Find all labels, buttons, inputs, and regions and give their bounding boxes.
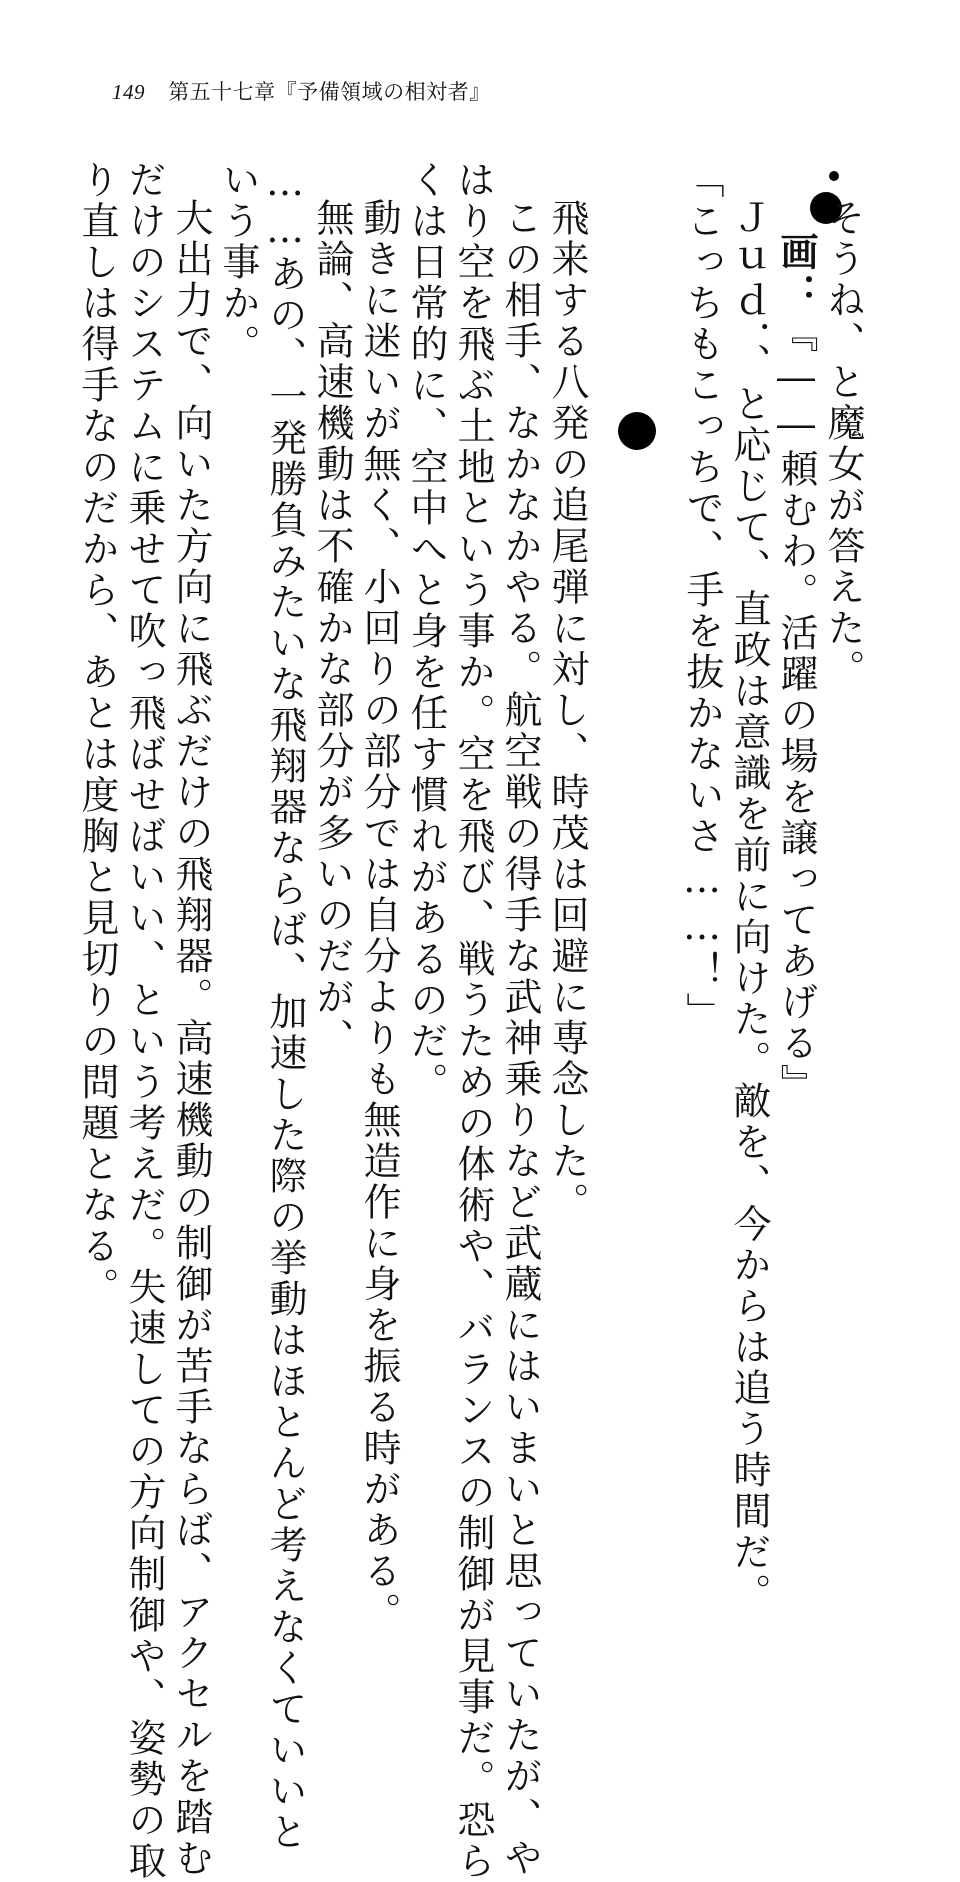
text-column-5: 飛来する八発の追尾弾に対し、時茂は回避に専念した。	[545, 198, 589, 1223]
text-column-8: くは日常的に、空中へと身を任す慣れがあるのだ。	[404, 160, 448, 1103]
speaker-label: 画：	[774, 232, 818, 314]
text-column-7: はり空を飛ぶ土地という事か。空を飛び、戦うための体術や、バランスの制御が見事だ。恐ら	[451, 160, 495, 1882]
text-column-6: この相手、なかなかやる。航空戦の得手な武神乗りなど武蔵にはいまいと思っていたが、や	[498, 198, 542, 1879]
text-column-1: そうね、と魔女が答えた。	[821, 198, 865, 690]
text-column-2: 画：『――頼むわ。活躍の場を譲ってあげる』	[774, 232, 818, 1105]
text-column-13: 大出力で、向いた方向に飛ぶだけの飛翔器。高速機動の制御が苦手ならば、アクセルを踏む	[169, 198, 213, 1879]
page-number: 149	[112, 80, 145, 104]
text-column-3: Ｊｕｄ．、と応じて、直政は意識を前に向けた。敵を、今からは追う時間だ。	[727, 198, 771, 1614]
text-column-12: いう事か。	[216, 160, 260, 365]
scene-break-icon	[618, 412, 656, 450]
text-column-9: 動きに迷いが無く、小回りの部分では自分よりも無造作に身を振る時がある。	[357, 198, 401, 1633]
text-column-14: だけのシステムに乗せて吹っ飛ばせばいい、という考えだ。失速しての方向制御や、姿勢の取	[122, 160, 166, 1882]
chapter-title: 第五十七章『予備領域の相対者』	[168, 80, 491, 104]
text-column-10: 無論、高速機動は不確かな部分が多いのだが、	[310, 198, 354, 1059]
text-column-4: 「こっちもこっちで、手を抜かないさ……！」	[680, 160, 724, 1033]
text-column-11: ……あの、一発勝負みたいな飛翔器ならば、加速した際の挙動はほとんど考えなくていいと	[263, 160, 307, 1853]
text-column-15: り直しは得手なのだから、あとは度胸と見切りの問題となる。	[75, 160, 119, 1308]
page-header	[112, 76, 491, 106]
